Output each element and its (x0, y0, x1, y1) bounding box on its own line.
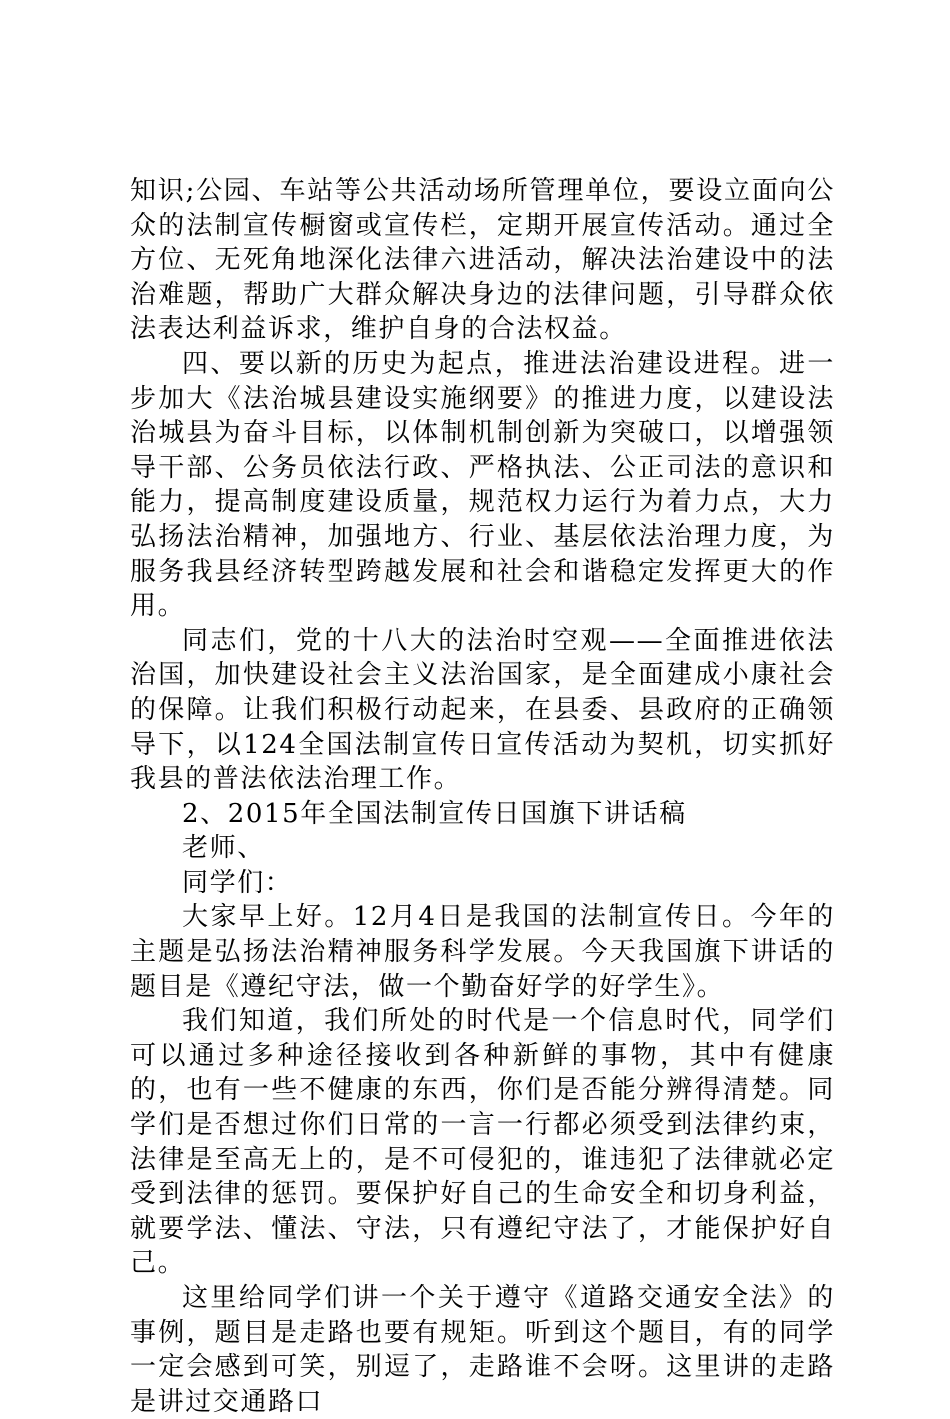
paragraph-closing: 同志们，党的十八大的法治时空观——全面推进依法治国，加快建设社会主义法治国家，是全面建成小康社会的保障。让我们积极行动起来，在县委、县政府的正确领导下，以124全国法制宣传日宣传活动为契机，切实抓好我县的普法依法治理工作。 (130, 625, 835, 795)
paragraph-greeting: 大家早上好。12月4日是我国的法制宣传日。今年的主题是弘扬法治精神服务科学发展。今天我国旗下讲话的题目是《遵纪守法，做一个勤奋好学的好学生》。 (130, 902, 835, 1002)
speech-heading: 2、2015年全国法制宣传日国旗下讲话稿 (182, 798, 687, 829)
paragraph-information-age: 我们知道，我们所处的时代是一个信息时代，同学们可以通过多种途径接收到各种新鲜的事物，其中有健康的，也有一些不健康的东西，你们是否能分辨得清楚。同学们是否想过你们日常的一言一行都必须受到法律约束，法律是至高无上的，是不可侵犯的，谁违犯了法律就必定受到法律的惩罚。要保护好自己的生命安全和切身利益，就要学法、懂法、守法，只有遵纪守法了，才能保护好自己。 (130, 1006, 835, 1279)
paragraph-traffic-example: 这里给同学们讲一个关于遵守《道路交通安全法》的事例，题目是走路也要有规矩。听到这个题目，有的同学一定会感到可笑，别逗了，走路谁不会呀。这里讲的走路是讲过交通路口 (130, 1283, 835, 1417)
paragraph-continued: 知识;公园、车站等公共活动场所管理单位，要设立面向公众的法制宣传橱窗或宣传栏，定期开展宣传活动。通过全方位、无死角地深化法律六进活动，解决法治建设中的法治难题，帮助广大群众解决身边的法律问题，引导群众依法表达利益诉求，维护自身的合法权益。 (130, 176, 835, 345)
paragraph-section-four: 四、要以新的历史为起点，推进法治建设进程。进一步加大《法治城县建设实施纲要》的推进力度，以建设法治城县为奋斗目标，以体制机制创新为突破口，以增强领导干部、公务员依法行政、严格执法、公正司法的意识和能力，提高制度建设质量，规范权力运行为着力点，大力弘扬法治精神，加强地方、行业、基层依法治理力度，为服务我县经济转型跨越发展和社会和谐稳定发挥更大的作用。 (130, 348, 835, 622)
salutation-students: 同学们： (182, 867, 293, 898)
salutation-teachers: 老师、 (182, 833, 265, 864)
document-body (130, 174, 835, 1419)
